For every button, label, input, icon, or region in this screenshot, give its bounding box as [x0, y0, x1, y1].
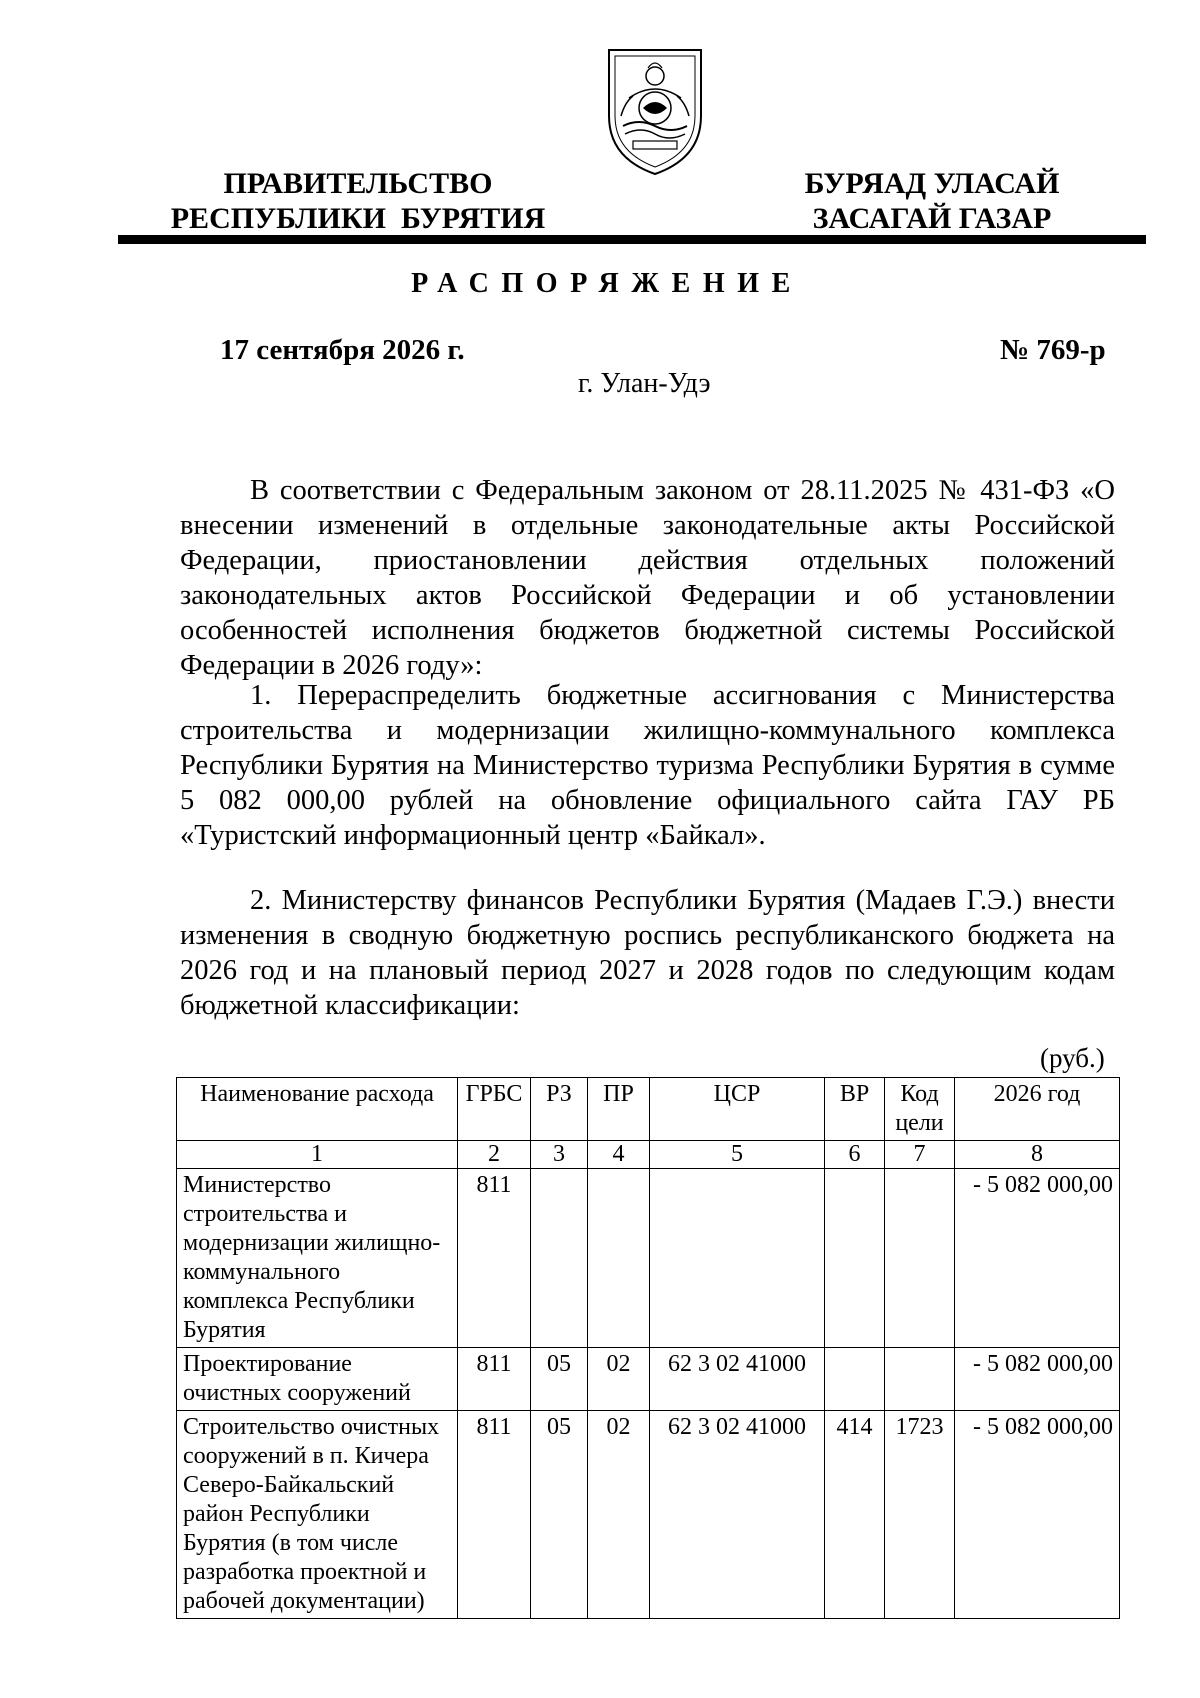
cell-rz	[531, 1169, 588, 1348]
cell-vr: 414	[825, 1411, 885, 1619]
cell-grbs: 811	[458, 1348, 531, 1411]
cell-rz: 05	[531, 1411, 588, 1619]
column-number: 4	[588, 1141, 650, 1169]
paragraph-item-2: 2. Министерству финансов Республики Бурятия (Мадаев Г.Э.) внести изменения в сводную бюджетную роспись республиканского бюджета на 2026 год и на плановый период 2027 и 2028 годов по следующим кодам бюджетной классификации:	[180, 885, 1115, 1021]
document-type-title: РАСПОРЯЖЕНИЕ	[411, 268, 803, 299]
column-header: ВР	[825, 1078, 885, 1141]
table-column-number-row	[177, 1141, 1120, 1169]
table-header-row	[177, 1078, 1120, 1141]
document-city: г. Улан-Удэ	[578, 368, 711, 399]
column-number: 2	[458, 1141, 531, 1169]
cell-amount-2026: - 5 082 000,00	[955, 1411, 1120, 1619]
document-number: № 769-р	[1000, 334, 1106, 366]
gov-name-ru-line2: РЕСПУБЛИКИ БУРЯТИЯ	[170, 202, 546, 235]
column-header: ПР	[588, 1078, 650, 1141]
government-name-buryat	[782, 166, 1082, 236]
cell-goal-code	[885, 1348, 955, 1411]
budget-classification-table	[176, 1077, 1120, 1619]
cell-goal-code: 1723	[885, 1411, 955, 1619]
paragraph-preamble: В соответствии с Федеральным законом от 28.11.2025 № 431-ФЗ «О внесении изменений в отдельные законодательные акты Российской Федерации, приостановлении действия отдельных положений законодательных актов Российской Федерации и об установлении особенностей исполнения бюджетов бюджетной системы Российской Федерации в 2026 году»:	[180, 475, 1115, 681]
cell-goal-code	[885, 1169, 955, 1348]
cell-grbs: 811	[458, 1169, 531, 1348]
cell-vr	[825, 1169, 885, 1348]
cell-vr	[825, 1348, 885, 1411]
cell-pr: 02	[588, 1348, 650, 1411]
gov-name-bua-line2: ЗАСАГАЙ ГАЗАР	[812, 202, 1052, 235]
column-number: 7	[885, 1141, 955, 1169]
table-unit-label: (руб.)	[1040, 1043, 1105, 1073]
cell-pr	[588, 1169, 650, 1348]
cell-csr: 62 3 02 41000	[650, 1411, 825, 1619]
column-number: 5	[650, 1141, 825, 1169]
table-row	[177, 1169, 1120, 1348]
column-header: ЦСР	[650, 1078, 825, 1141]
column-header: РЗ	[531, 1078, 588, 1141]
cell-expense-name: Проектирование очистных сооружений	[177, 1348, 458, 1411]
column-header: 2026 год	[955, 1078, 1120, 1141]
column-header: Код цели	[885, 1078, 955, 1141]
header-divider	[118, 235, 1146, 244]
column-header: ГРБС	[458, 1078, 531, 1141]
cell-csr: 62 3 02 41000	[650, 1348, 825, 1411]
cell-rz: 05	[531, 1348, 588, 1411]
cell-expense-name: Строительство очистных сооружений в п. Кичера Северо-Байкальский район Республики Бурятия (в том числе разработка проектной и рабочей документации)	[177, 1411, 458, 1619]
gov-name-bua-line1: БУРЯАД УЛАСАЙ	[804, 167, 1060, 200]
table-row	[177, 1411, 1120, 1619]
cell-pr: 02	[588, 1411, 650, 1619]
column-number: 1	[177, 1141, 458, 1169]
government-name-russian	[168, 166, 548, 236]
document-date: 17 сентября 2026 г.	[220, 334, 465, 366]
cell-expense-name: Министерство строительства и модернизации жилищно-коммунального комплекса Республики Бурятия	[177, 1169, 458, 1348]
column-number: 3	[531, 1141, 588, 1169]
table-row	[177, 1348, 1120, 1411]
gov-name-ru-line1: ПРАВИТЕЛЬСТВО	[223, 167, 493, 200]
cell-amount-2026: - 5 082 000,00	[955, 1348, 1120, 1411]
column-header: Наименование расхода	[177, 1078, 458, 1141]
coat-of-arms-icon	[603, 46, 707, 178]
cell-amount-2026: - 5 082 000,00	[955, 1169, 1120, 1348]
cell-grbs: 811	[458, 1411, 531, 1619]
paragraph-item-1: 1. Перераспределить бюджетные ассигнования с Министерства строительства и модернизации жилищно-коммунального комплекса Республики Бурятия на Министерство туризма Республики Бурятия в сумме 5 082 000,00 рублей на обновление официального сайта ГАУ РБ «Туристский информационный центр «Байкал».	[180, 680, 1115, 851]
column-number: 8	[955, 1141, 1120, 1169]
column-number: 6	[825, 1141, 885, 1169]
cell-csr	[650, 1169, 825, 1348]
